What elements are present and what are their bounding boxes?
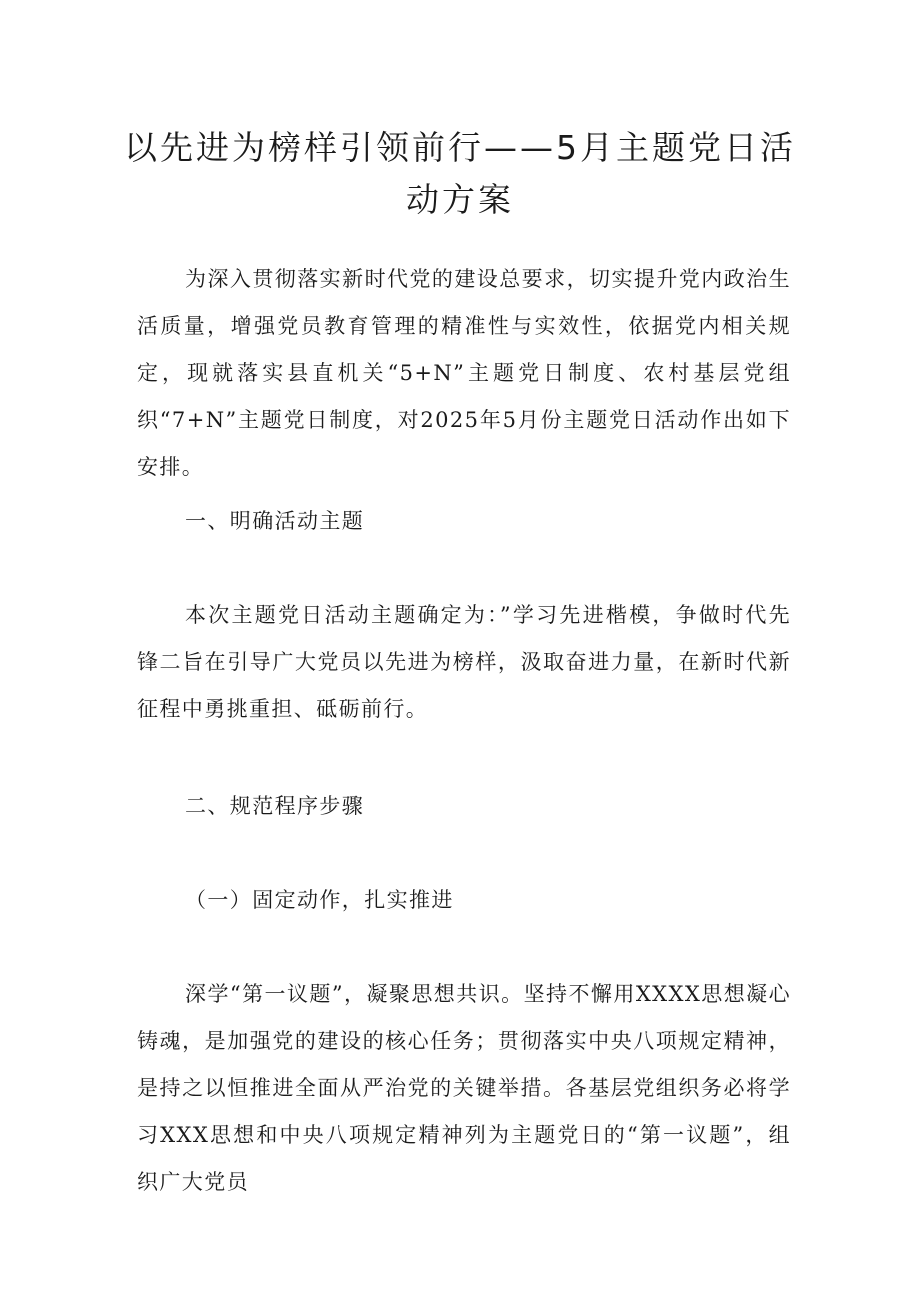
intro-paragraph: 为深入贯彻落实新时代党的建设总要求，切实提升党内政治生活质量，增强党员教育管理的精准性与实效性，依据党内相关规定，现就落实县直机关“5+N”主题党日制度、农村基层党组织“7+N”主题党日制度，对2025年5月份主题党日活动作出如下安排。: [137, 267, 791, 479]
section-heading-theme: 一、明确活动主题: [185, 509, 365, 533]
study-paragraph: 深学“第一议题”，凝聚思想共识。坚持不懈用XXXX思想凝心铸魂，是加强党的建设的核心任务；贯彻落实中央八项规定精神，是持之以恒推进全面从严治党的关键举措。各基层党组织务必将学习XXX思想和中央八项规定精神列为主题党日的“第一议题”，组织广大党员: [137, 982, 791, 1194]
theme-paragraph: 本次主题党日活动主题确定为：”学习先进楷模，争做时代先锋二旨在引导广大党员以先进为榜样，汲取奋进力量，在新时代新征程中勇挑重担、砥砺前行。: [137, 603, 791, 721]
document-title: 以先进为榜样引领前行——5月主题党日活动方案: [124, 128, 796, 219]
subsection-heading-fixed-actions: （一）固定动作，扎实推进: [185, 888, 454, 912]
section-heading-procedure: 二、规范程序步骤: [185, 794, 365, 818]
